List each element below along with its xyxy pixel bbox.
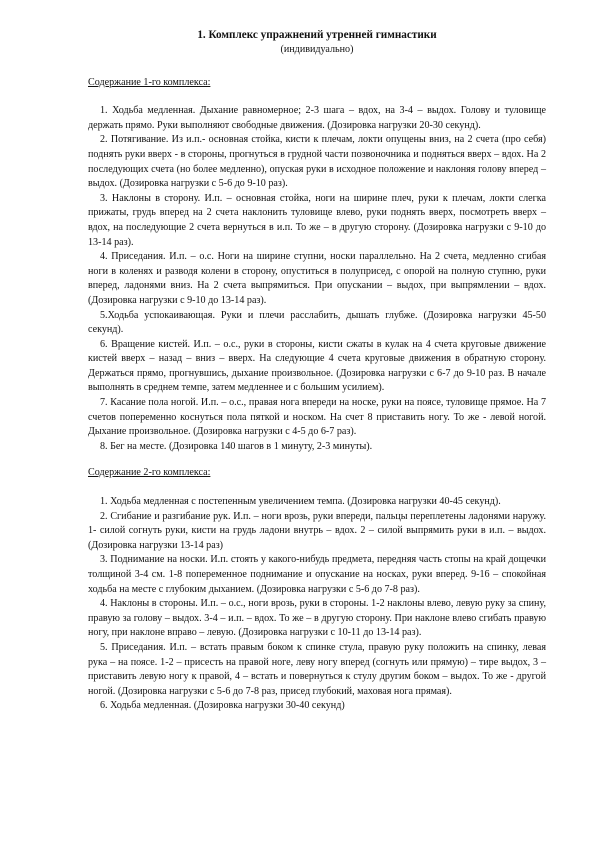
document-subtitle: (индивидуально) [280, 44, 354, 55]
section-2-paragraph-4: 4. Наклоны в стороны. И.п. – о.с., ноги врозь, руки в стороны. 1-2 наклоны влево, левую руку за спину, правую за голову – выдох. 3-4 – и.п. – вдох. То же – в другую сторону. При наклоне влево сгибать правую ногу, при наклоне вправо – левую. (Дозировка нагрузки с 10-11 до 13-14 раз). [88, 598, 546, 639]
document-page [88, 28, 546, 714]
section-1-paragraph-4: 4. Приседания. И.п. – о.с. Ноги на ширине ступни, носки параллельно. На 2 счета, медленно сгибая ноги в коленях и разводя колени в сторону, опуститься в полуприсед, с опорой на полную ступню, руки вперед, ладонями вниз. На 2 счета выпрямиться. При опускании – выдох, при выпрямлении – вдох. (Дозировка нагрузки с 9-10 до 13-14 раз). [88, 251, 546, 306]
section-2-paragraph-5: 5. Приседания. И.п. – встать правым боком к спинке стула, правую руку положить на спинку, левая рука – на поясе. 1-2 – присесть на правой ноге, леву ногу вперед (согнуть или прямую) – тире выдох, 3 – приставить левую ногу к правой, 4 – встать и повернуться к стулу другим боком – выдох. То же - другой ногой. (Дозировка нагрузки с 5-6 до 7-8 раз, присед глубокий, маховая нога прямая). [88, 641, 546, 697]
section-1-paragraph-1: 1. Ходьба медленная. Дыхание равномерное; 2-3 шага – вдох, на 3-4 – выдох. Голову и туловище держать прямо. Руки выполняют свободные движения. (Дозировка нагрузки 20-30 секунд). [88, 105, 546, 131]
section-1-paragraph-6: 6. Вращение кистей. И.п. – о.с., руки в стороны, кисти сжаты в кулак на 4 счета круговые движение кистей вверх – назад – вниз – вверх. На следующие 4 счета круговые движения в обратную сторону. Держаться прямо, прогнувшись, дыхание произвольное. (Дозировка нагрузки с 6-7 до 9-10 раз. В начале выполнять в среднем темпе, затем медленнее и с большим усилием). [88, 338, 546, 394]
section-2-paragraph-6: 6. Ходьба медленная. (Дозировка нагрузки 30-40 секунд) [100, 700, 345, 712]
section-2-paragraph-1: 1. Ходьба медленная с постепенным увеличением темпа. (Дозировка нагрузки 40-45 секунд). [100, 496, 501, 508]
section-1-paragraph-5: 5.Ходьба успокаивающая. Руки и плечи расслабить, дышать глубже. (Дозировка нагрузки 45-50 секунд). [88, 309, 546, 336]
section-1-paragraph-3: 3. Наклоны в сторону. И.п. – основная стойка, ноги на ширине плеч, руки к плечам, локти слегка прижаты, грудь вперед на 2 счета наклонить туловище влево, руки поднять вверх, посмотреть вверх – вдох, на последующие 2 счета вернуться в и.п. То же – в другую сторону. (Дозировка нагрузки с 9-10 до 13-14 раз). [88, 192, 546, 248]
section-2-paragraph-3: 3. Поднимание на носки. И.п. стоять у какого-нибудь предмета, передняя часть стопы на край дощечки толщиной 3-4 см. 1-8 попеременное поднимание и опускание на носках, руки вперед. 9-16 – спокойная ходьба на месте с глубоким дыханием. (Дозировка нагрузки с 5-6 до 7-8 раз). [88, 554, 546, 595]
section-1-paragraph-2: 2. Потягивание. Из и.п.- основная стойка, кисти к плечам, локти опущены вниз, на 2 счета (про себя) поднять руки вверх - в стороны, прогнуться в грудной части позвоночника и подняться вверх – вдох. На 2 последующих счета (но более медленно), опуская руки в исходное положение и наклоняя голову вперед – выдох. (Дозировка нагрузки с 5-6 до 9-10 раз). [88, 134, 546, 190]
section-1-heading: Содержание 1-го комплекса: [88, 76, 211, 88]
section-2-paragraph-2: 2. Сгибание и разгибание рук. И.п. – ноги врозь, руки впереди, пальцы переплетены ладонями наружу. 1- силой согнуть руки, кисти на грудь ладони внутрь – вдох. 2 – силой выпрямить руки в и.п. – выдох. (Дозировка нагрузки 13-14 раз) [88, 510, 546, 551]
section-1-paragraph-8: 8. Бег на месте. (Дозировка 140 шагов в 1 минуту, 2-3 минуты). [100, 440, 373, 452]
section-2-heading: Содержание 2-го комплекса: [88, 467, 211, 479]
document-title: 1. Комплекс упражнений утренней гимнастики [197, 29, 437, 41]
section-1-paragraph-7: 7. Касание пола ногой. И.п. – о.с., правая нога впереди на носке, руки на поясе, туловище прямое. На 7 счетов попеременно коснуться пола пяткой и носком. На счет 8 приставить ногу. То же - левой ногой. Дыхание произвольное. (Дозировка нагрузки с 4-5 до 6-7 раз). [88, 397, 546, 438]
